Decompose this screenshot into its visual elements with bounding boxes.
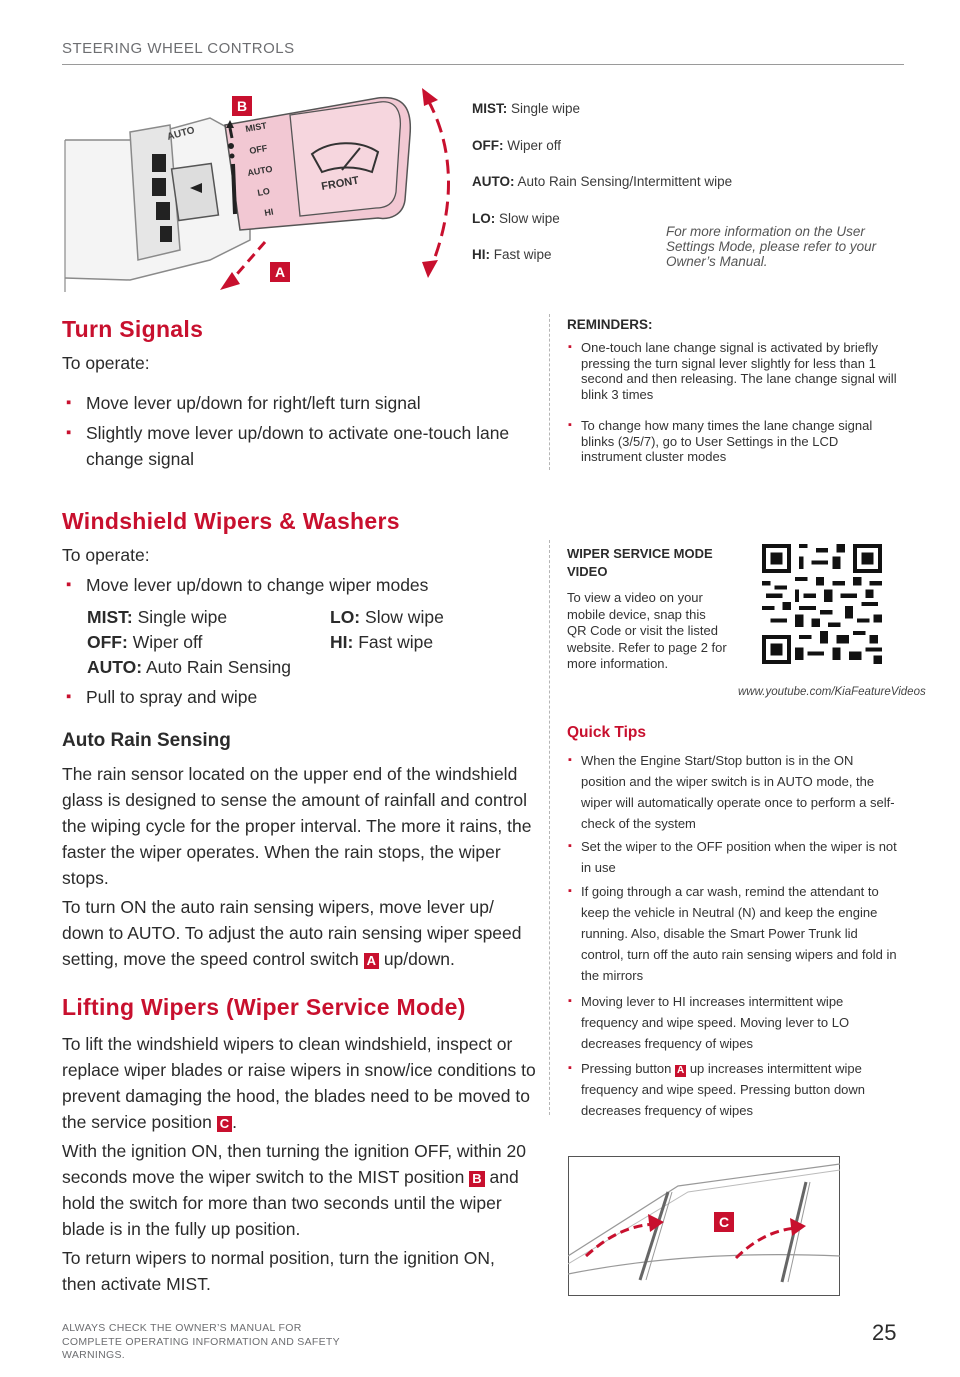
callout-a-badge: A [364, 953, 379, 969]
quick-tip-item: ▪ Pressing button A up increases intermittent wipe frequency and wipe speed. Pressing button down decreases frequency of wipes [567, 1058, 897, 1121]
auto-ring-label: AUTO [165, 124, 196, 143]
lever-label-mist: MIST [244, 120, 268, 134]
quick-tip-item: ▪ When the Engine Start/Stop button is in the ON position and the wiper switch is in AUTO mode, the wiper will automatically operate once to perform a self-check of the system [567, 750, 897, 834]
section-header: STEERING WHEEL CONTROLS [62, 40, 295, 57]
quick-tip-item: ▪ Moving lever to HI increases intermittent wipe frequency and wipe speed. Moving lever to LO decreases frequency of wipes [567, 991, 897, 1054]
auto-rain-paragraph: The rain sensor located on the upper end of the windshield glass is designed to sense the amount of rainfall and control the wiping cycle for the proper interval. The more it rains, the faster the wiper operates. When the rain stops, the wiper stops. [62, 764, 532, 888]
wipers-mode-right: HI: Fast wipe [330, 632, 434, 652]
wipers-mode-left: OFF: Wiper off [87, 632, 203, 652]
mode-row: AUTO: Auto Rain Sensing/Intermittent wipe [472, 174, 733, 189]
lifting-paragraph: To lift the windshield wipers to clean windshield, inspect or replace wiper blades or raise wipers in snow/ice conditions to prevent damaging the hood, the blades need to be moved to the service position C . [62, 1034, 536, 1132]
divider [549, 314, 550, 470]
callout-a-badge: A [676, 1065, 685, 1076]
reminder-bullet: ▪ One-touch lane change signal is activated by briefly pressing the turn signal lever slightly for less than 1 second and then releasing. The lane change signal will blink 3 times [567, 340, 897, 402]
user-settings-note: For more information on the User Settings Mode, please refer to your Owner’s Manual. [666, 224, 877, 269]
header-rule [62, 64, 904, 65]
callout-a: A [274, 264, 286, 280]
callout-b-badge: B [469, 1171, 484, 1187]
auto-rain-paragraph: To turn ON the auto rain sensing wipers, move lever up/ down to AUTO. To adjust the auto rain sensing wiper speed setting, move the speed control switch A up/down. [62, 897, 522, 969]
quick-tip-item: ▪ If going through a car wash, remind the attendant to keep the vehicle in Neutral (N) and keep the engine running. Also, disable the Smart Power Trunk lid control, turn off the auto rain sensing wipers and fold in the mirrors [567, 881, 897, 986]
lifting-paragraph: To return wipers to normal position, turn the ignition ON, then activate MIST. [62, 1248, 495, 1294]
wipers-mode-left: AUTO: Auto Rain Sensing [87, 657, 291, 677]
footer-disclaimer: ALWAYS CHECK THE OWNER’S MANUAL FOR COMPLETE OPERATING INFORMATION AND SAFETY WARNINGS. [62, 1322, 340, 1361]
callout-c-badge: C [217, 1116, 232, 1132]
turn-bullet: ▪ Move lever up/down for right/left turn signal [62, 390, 532, 416]
wiper-lever-diagram [60, 80, 460, 300]
divider [549, 540, 550, 1115]
wipers-bullet: ▪ Move lever up/down to change wiper modes [62, 572, 532, 598]
front-label: FRONT [320, 174, 360, 193]
quick-tip-item: ▪ Set the wiper to the OFF position when the wiper is not in use [567, 836, 897, 878]
auto-rain-heading: Auto Rain Sensing [62, 730, 231, 751]
wipers-operate-label: To operate: [62, 545, 150, 565]
wiper-service-position-figure [568, 1156, 840, 1296]
reminders-title: REMINDERS: [567, 317, 653, 332]
wipers-heading: Windshield Wipers & Washers [62, 508, 400, 534]
wipers-bullet: ▪ Pull to spray and wipe [62, 684, 532, 710]
lever-label-lo: LO [256, 185, 271, 198]
quick-tips-title: Quick Tips [567, 724, 646, 741]
qr-code-icon[interactable] [762, 544, 882, 664]
mode-row: MIST: Single wipe [472, 101, 581, 116]
lifting-wipers-heading: Lifting Wipers (Wiper Service Mode) [62, 994, 466, 1020]
mode-row: OFF: Wiper off [472, 137, 562, 153]
mode-row: HI: Fast wipe [472, 247, 552, 262]
wipers-mode-left: MIST: Single wipe [87, 607, 228, 627]
lever-label-hi: HI [263, 206, 275, 218]
turn-operate-label: To operate: [62, 353, 150, 373]
lever-label-auto: AUTO [246, 163, 274, 178]
video-title: WIPER SERVICE MODE VIDEO [567, 546, 713, 579]
turn-signals-heading: Turn Signals [62, 316, 204, 342]
wipers-mode-right: LO: Slow wipe [330, 607, 444, 627]
video-url-link[interactable]: www.youtube.com/KiaFeatureVideos [738, 686, 926, 698]
video-body: To view a video on your mobile device, snap this QR Code or visit the listed website. Refer to page 2 for more information. [567, 590, 727, 671]
reminder-bullet: ▪ To change how many times the lane change signal blinks (3/5/7), go to User Settings in the LCD instrument cluster modes [567, 418, 897, 465]
lifting-paragraph: With the ignition ON, then turning the ignition OFF, within 20 seconds move the wiper switch to the MIST position B and hold the switch for more than two seconds until the wiper blade is in the fully up position. [62, 1141, 526, 1239]
lever-label-off: OFF [248, 142, 269, 156]
callout-c: C [718, 1214, 730, 1230]
mode-row: LO: Slow wipe [472, 210, 560, 226]
turn-bullet: ▪ Slightly move lever up/down to activate one-touch lane change signal [62, 420, 532, 472]
callout-b: B [236, 98, 248, 114]
page-number: 25 [872, 1320, 897, 1345]
